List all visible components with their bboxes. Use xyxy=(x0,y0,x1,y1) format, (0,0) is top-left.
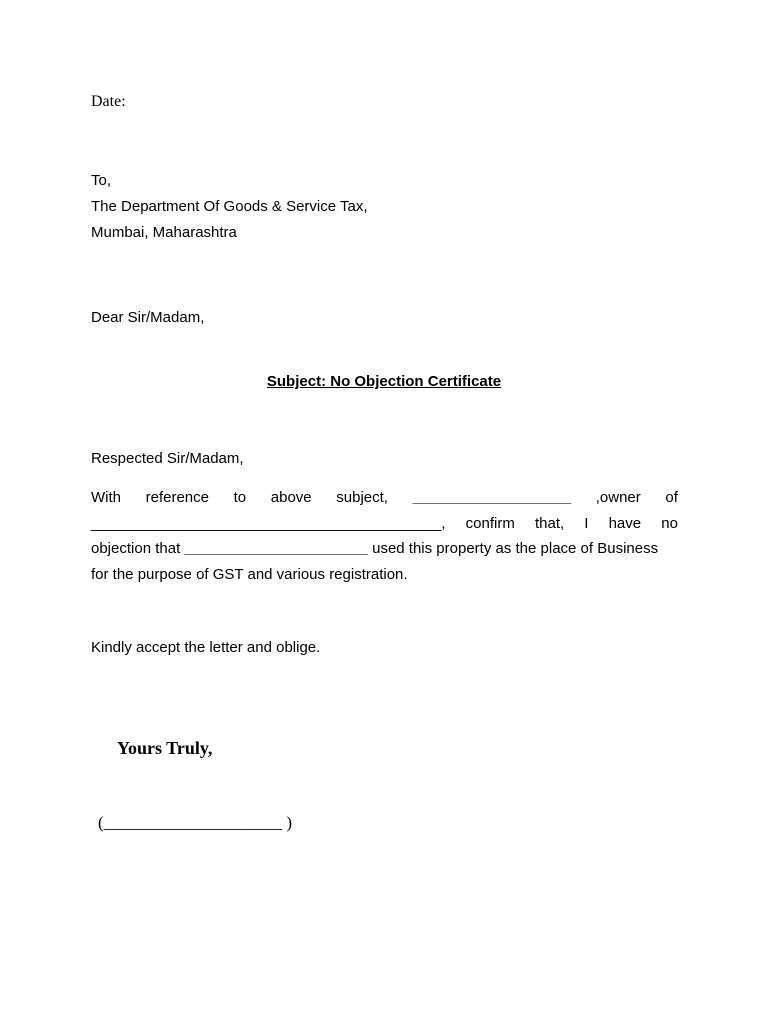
body-paragraph xyxy=(91,485,678,587)
body-word: confirm xyxy=(465,514,515,532)
property-address-blank: __________________________________________, xyxy=(91,514,446,532)
body-word: reference xyxy=(145,489,209,506)
body-word: above xyxy=(270,489,312,506)
address-city: Mumbai, Maharashtra xyxy=(91,224,237,241)
body-word: With xyxy=(91,489,121,506)
body-word: no xyxy=(661,514,678,532)
body-line-2 xyxy=(91,511,678,537)
business-name-blank: ______________________ xyxy=(184,540,368,557)
date-label: Date: xyxy=(91,93,126,110)
owner-name-blank: ___________________ xyxy=(412,489,572,506)
body-word: of xyxy=(665,489,678,506)
body-word: ,owner xyxy=(595,489,641,506)
body-word: subject, xyxy=(336,489,388,506)
body-word: that, xyxy=(534,514,565,532)
address-to: To, xyxy=(91,172,112,189)
recipient-address xyxy=(91,168,368,246)
closing-line: Kindly accept the letter and oblige. xyxy=(91,639,321,656)
body-line-1 xyxy=(91,485,678,511)
body-text: used this property as the place of Business xyxy=(367,540,659,557)
respected-greeting: Respected Sir/Madam, xyxy=(91,450,244,467)
body-word: have xyxy=(608,514,642,532)
address-department: The Department Of Goods & Service Tax, xyxy=(91,198,368,215)
subject-line: Subject: No Objection Certificate xyxy=(266,373,502,390)
body-text: objection that xyxy=(91,540,185,557)
body-line-3 xyxy=(91,536,678,562)
yours-truly: Yours Truly, xyxy=(117,738,213,758)
body-word: I xyxy=(584,514,589,532)
signature-blank: (_____________________ ) xyxy=(98,813,293,832)
body-line-4: for the purpose of GST and various registration. xyxy=(91,565,408,583)
salutation: Dear Sir/Madam, xyxy=(91,309,205,326)
body-word: to xyxy=(233,489,247,506)
